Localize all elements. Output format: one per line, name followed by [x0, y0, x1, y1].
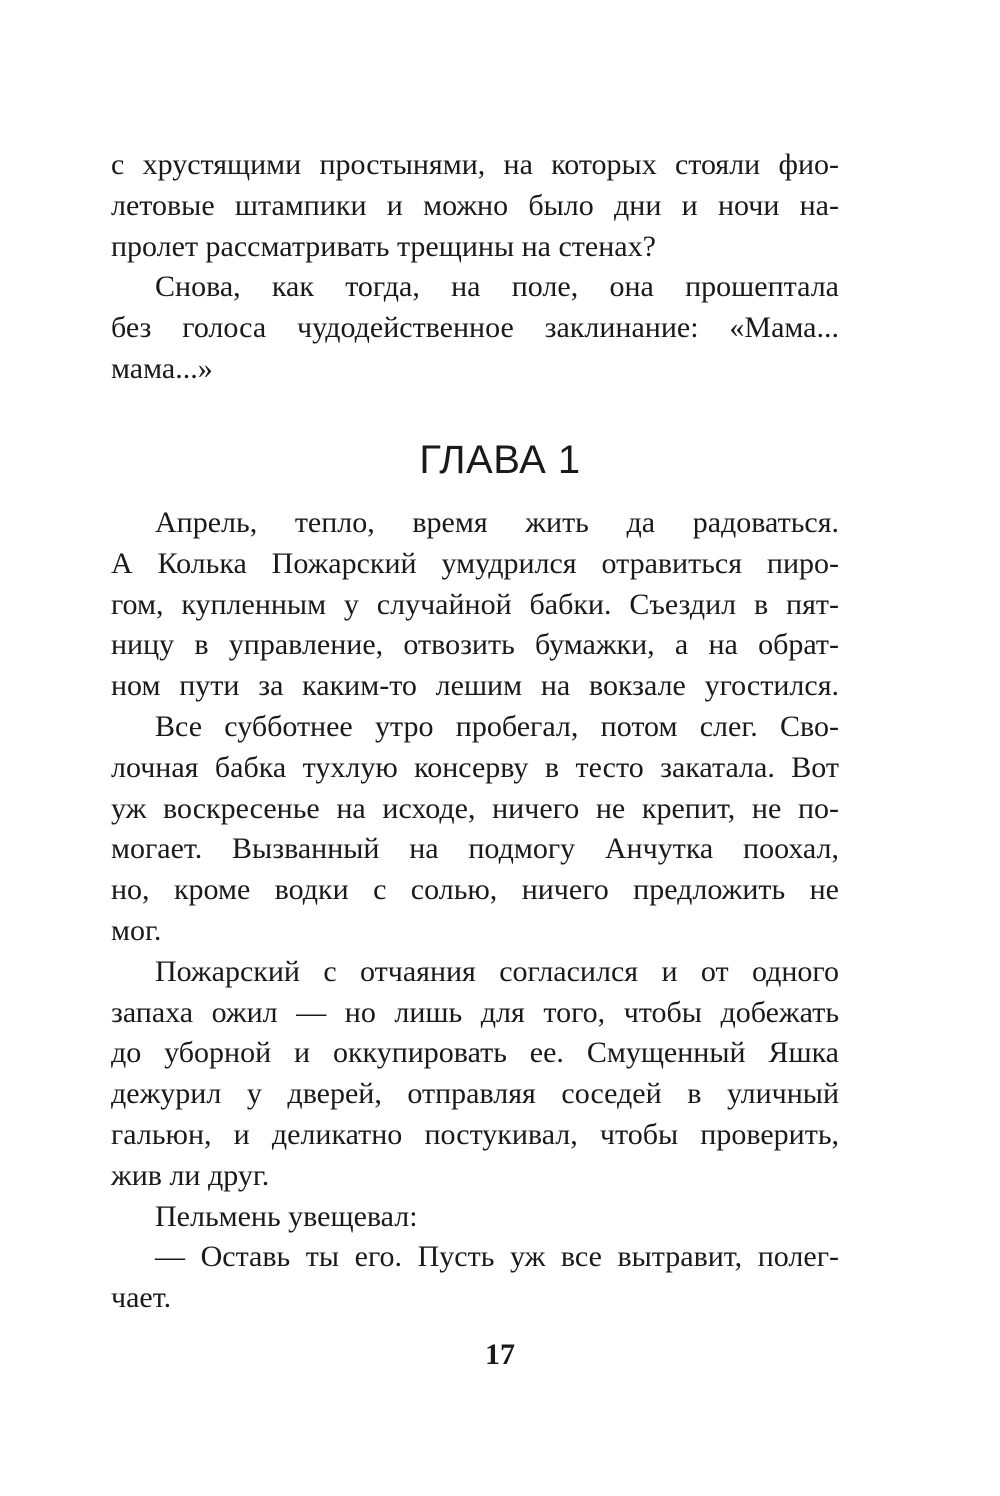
text-line: ном пути за каким-то лешим на вокзале угостился.: [111, 669, 839, 703]
text-line: гом, купленным у случайной бабки. Съездил в пят-: [111, 587, 839, 621]
text-line: жив ли друг.: [111, 1158, 270, 1192]
text-line: летовые штампики и можно было дни и ночи на-: [111, 188, 839, 222]
chapter-text: [111, 503, 839, 1319]
text-line: Снова, как тогда, на поле, она прошептала: [155, 270, 839, 304]
text-line: мог.: [111, 913, 162, 947]
text-line: Апрель, тепло, время жить да радоваться.: [155, 506, 839, 539]
text-line: А Колька Пожарский умудрился отравиться пиро-: [111, 546, 839, 580]
text-line: Пожарский с отчаяния согласился и от одного: [155, 954, 839, 988]
opening-passage: [111, 145, 839, 390]
text-line: ницу в управление, отвозить бумажки, а на обрат-: [111, 628, 839, 662]
chapter-heading: ГЛАВА 1: [419, 438, 581, 482]
text-line: до уборной и оккупировать ее. Смущенный Яшка: [111, 1036, 839, 1070]
page-number: 17: [485, 1338, 515, 1371]
text-line: лочная бабка тухлую консерву в тесто закатала. Вот: [111, 750, 839, 784]
text-line: — Оставь ты его. Пусть уж все вытравит, полег-: [155, 1240, 839, 1274]
text-line: запаха ожил — но лишь для того, чтобы добежать: [111, 995, 839, 1029]
text-line: уж воскресенье на исходе, ничего не крепит, не по-: [111, 791, 839, 825]
text-line: дежурил у дверей, отправляя соседей в уличный: [111, 1077, 839, 1111]
text-line: чает.: [111, 1281, 172, 1315]
text-line: с хрустящими простынями, на которых стояли фио-: [111, 148, 839, 181]
text-line: мама...»: [111, 351, 213, 385]
text-line: гальюн, и деликатно постукивал, чтобы проверить,: [111, 1117, 839, 1151]
text-line: пролет рассматривать трещины на стенах?: [111, 229, 656, 263]
text-line: без голоса чудодейственное заклинание: «Мама...: [111, 311, 839, 345]
text-line: могает. Вызванный на подмогу Анчутка поохал,: [111, 832, 839, 866]
text-line: но, кроме водки с солью, ничего предложить не: [111, 873, 839, 907]
text-line: Пельмень увещевал:: [155, 1199, 418, 1233]
text-line: Все субботнее утро пробегал, потом слег. Сво-: [155, 709, 839, 743]
